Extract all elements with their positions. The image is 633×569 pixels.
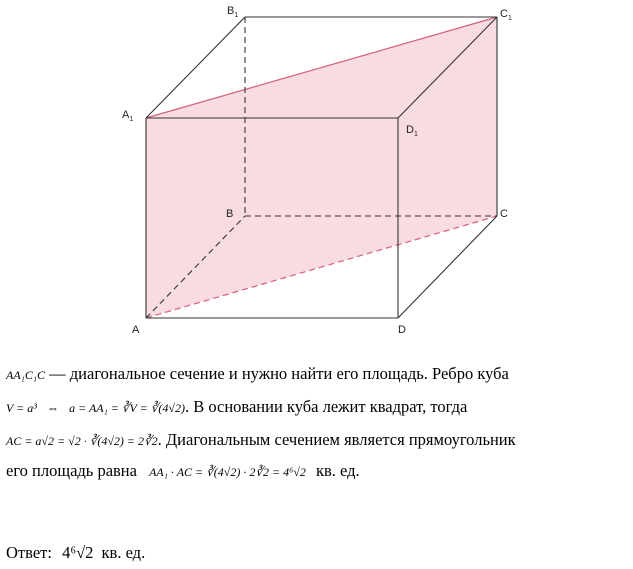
edge-formula: a = AA₁ = ∛V = ∛(4√2) (69, 401, 185, 415)
solution-line-4 (6, 461, 360, 482)
volume-formula: V = a³ (6, 401, 37, 415)
diagonal-formula: AC = a√2 = √2 · ∛(4√2) = 2∛2 (6, 434, 158, 448)
answer-value: 4⁶√2 (62, 543, 94, 562)
solution-line-1-text: — диагональное сечение и нужно найти его площадь. Ребро куба (45, 364, 509, 383)
section-name: AA₁C₁C (6, 368, 46, 382)
area-formula: AA₁ · AC = ∛(4√2) · 2∛2 = 4⁶√2 (149, 465, 306, 479)
area-unit: кв. ед. (316, 461, 360, 480)
answer-label: Ответ: (6, 543, 52, 562)
diagonal-section (146, 17, 497, 318)
vertex-label-B: B (226, 208, 234, 220)
solution-line-3 (6, 430, 516, 451)
vertex-label-C: C (500, 208, 508, 220)
vertex-label-C1: $C_1$ (500, 8, 512, 22)
solution-line-4-text: его площадь равна (6, 461, 137, 480)
solution-line-1 (6, 364, 509, 385)
answer (6, 543, 145, 563)
vertex-label-A: A (132, 324, 140, 336)
vertex-label-D1: $D_1$ (406, 124, 418, 138)
answer-unit: кв. ед. (101, 543, 146, 562)
vertex-label-D: D (398, 324, 406, 336)
solution-line-2-text: . В основании куба лежит квадрат, тогда (184, 397, 468, 416)
equivalence-sign: ⇔ (46, 401, 59, 415)
vertex-label-A1: $A_1$ (122, 109, 134, 123)
vertex-label-B1: $B_1$ (227, 5, 239, 19)
solution-line-2 (6, 397, 467, 418)
solution-line-3-text: . Диагональным сечением является прямоугольник (157, 430, 516, 449)
